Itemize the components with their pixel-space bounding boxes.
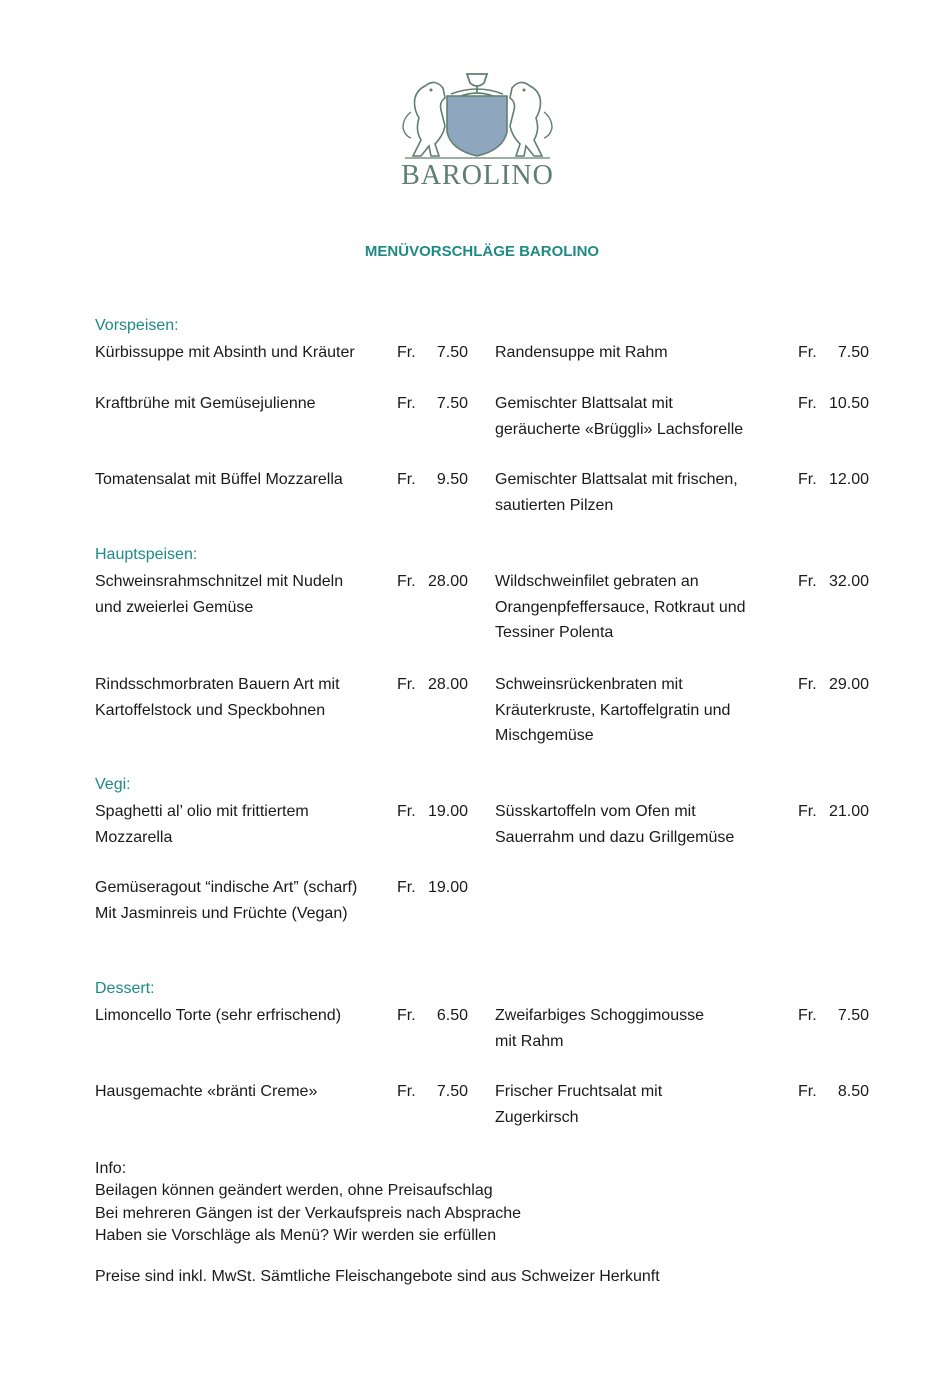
coat-of-arms-icon <box>395 72 560 160</box>
menu-item-name: Tomatensalat mit Büffel Mozzarella <box>95 471 343 488</box>
menu-item-name: Zweifarbiges Schoggimousse mit Rahm <box>495 1007 704 1050</box>
menu-item-price <box>798 467 869 493</box>
info-label: Info: <box>95 1160 127 1177</box>
currency-label: Fr. <box>798 1083 817 1100</box>
info-line: Haben sie Vorschläge als Menü? Wir werden sie erfüllen <box>95 1227 497 1245</box>
currency-label: Fr. <box>798 471 817 488</box>
logo-wordmark: BAROLINO <box>401 160 554 191</box>
section-heading-vegi: Vegi: <box>95 776 131 793</box>
menu-item-name: Hausgemachte «bränti Creme» <box>95 1083 318 1100</box>
currency-label: Fr. <box>397 573 416 590</box>
menu-item-price <box>397 875 468 901</box>
menu-item-name: Limoncello Torte (sehr erfrischend) <box>95 1007 342 1024</box>
currency-label: Fr. <box>397 471 416 488</box>
currency-label: Fr. <box>397 803 416 820</box>
currency-label: Fr. <box>798 1007 817 1024</box>
currency-label: Fr. <box>397 1083 416 1100</box>
price-amount: 6.50 <box>436 1007 468 1024</box>
currency-label: Fr. <box>798 803 817 820</box>
price-amount: 12.00 <box>828 471 869 488</box>
price-amount: 10.50 <box>828 395 869 412</box>
menu-item-name: Kürbissuppe mit Absinth und Kräuter <box>95 344 355 361</box>
currency-label: Fr. <box>397 879 416 896</box>
section-heading-hauptspeisen: Hauptspeisen: <box>95 546 198 563</box>
menu-item-name: Rindsschmorbraten Bauern Art mit Kartoffelstock und Speckbohnen <box>95 676 340 719</box>
menu-item-name: Wildschweinfilet gebraten an Orangenpfeffersauce, Rotkraut und Tessiner Polenta <box>495 573 746 641</box>
price-amount: 8.50 <box>837 1083 869 1100</box>
currency-label: Fr. <box>397 395 416 412</box>
price-amount: 21.00 <box>828 803 869 820</box>
price-amount: 19.00 <box>427 803 468 820</box>
menu-item-price <box>397 1079 468 1105</box>
section-heading-dessert: Dessert: <box>95 980 155 997</box>
menu-item-name: Süsskartoffeln vom Ofen mit Sauerrahm und dazu Grillgemüse <box>495 803 735 846</box>
currency-label: Fr. <box>798 395 817 412</box>
menu-item-price <box>798 340 869 366</box>
menu-item-name: Gemischter Blattsalat mit geräucherte «Brüggli» Lachsforelle <box>495 395 744 438</box>
price-amount: 28.00 <box>427 573 468 590</box>
currency-label: Fr. <box>397 676 416 693</box>
currency-label: Fr. <box>397 1007 416 1024</box>
section-heading-vorspeisen: Vorspeisen: <box>95 317 179 334</box>
currency-label: Fr. <box>798 676 817 693</box>
menu-item-name: Spaghetti al’ olio mit frittiertem Mozzarella <box>95 803 309 846</box>
menu-item-name: Kraftbrühe mit Gemüsejulienne <box>95 395 316 412</box>
price-amount: 19.00 <box>427 879 468 896</box>
price-amount: 29.00 <box>828 676 869 693</box>
menu-item-name: Frischer Fruchtsalat mit Zugerkirsch <box>495 1083 663 1126</box>
menu-item-price <box>798 1003 869 1029</box>
menu-item-price <box>397 1003 468 1029</box>
menu-item-price <box>798 569 869 595</box>
price-amount: 9.50 <box>436 471 468 488</box>
menu-item-price <box>397 569 468 595</box>
barolino-logo <box>395 72 560 200</box>
menu-item-name: Schweinsrahmschnitzel mit Nudeln und zweierlei Gemüse <box>95 573 344 616</box>
menu-item-price <box>397 467 468 493</box>
page-title: MENÜVORSCHLÄGE BAROLINO <box>364 243 600 260</box>
menu-item-name: Gemüseragout “indische Art” (scharf) Mit Jasminreis und Früchte (Vegan) <box>95 879 358 922</box>
info-line: Bei mehreren Gängen ist der Verkaufspreis nach Absprache <box>95 1204 522 1222</box>
menu-item-name: Gemischter Blattsalat mit frischen, sautierten Pilzen <box>495 471 738 514</box>
price-amount: 7.50 <box>436 395 468 412</box>
info-block <box>95 1158 521 1248</box>
menu-item-price <box>798 391 869 417</box>
price-amount: 7.50 <box>837 1007 869 1024</box>
menu-item-name: Randensuppe mit Rahm <box>495 344 668 361</box>
price-amount: 7.50 <box>436 344 468 361</box>
menu-item-price <box>397 391 468 417</box>
price-amount: 28.00 <box>427 676 468 693</box>
menu-item-price <box>798 799 869 825</box>
menu-item-price <box>397 340 468 366</box>
currency-label: Fr. <box>798 344 817 361</box>
info-line: Beilagen können geändert werden, ohne Preisaufschlag <box>95 1182 493 1200</box>
currency-label: Fr. <box>798 573 817 590</box>
price-amount: 7.50 <box>837 344 869 361</box>
price-amount: 7.50 <box>436 1083 468 1100</box>
menu-item-price <box>397 672 468 698</box>
menu-item-price <box>798 672 869 698</box>
menu-item-price <box>397 799 468 825</box>
menu-item-name: Schweinsrückenbraten mit Kräuterkruste, Kartoffelgratin und Mischgemüse <box>495 676 731 744</box>
price-footnote: Preise sind inkl. MwSt. Sämtliche Fleischangebote sind aus Schweizer Herkunft <box>95 1268 660 1285</box>
price-amount: 32.00 <box>828 573 869 590</box>
menu-item-price <box>798 1079 869 1105</box>
currency-label: Fr. <box>397 344 416 361</box>
